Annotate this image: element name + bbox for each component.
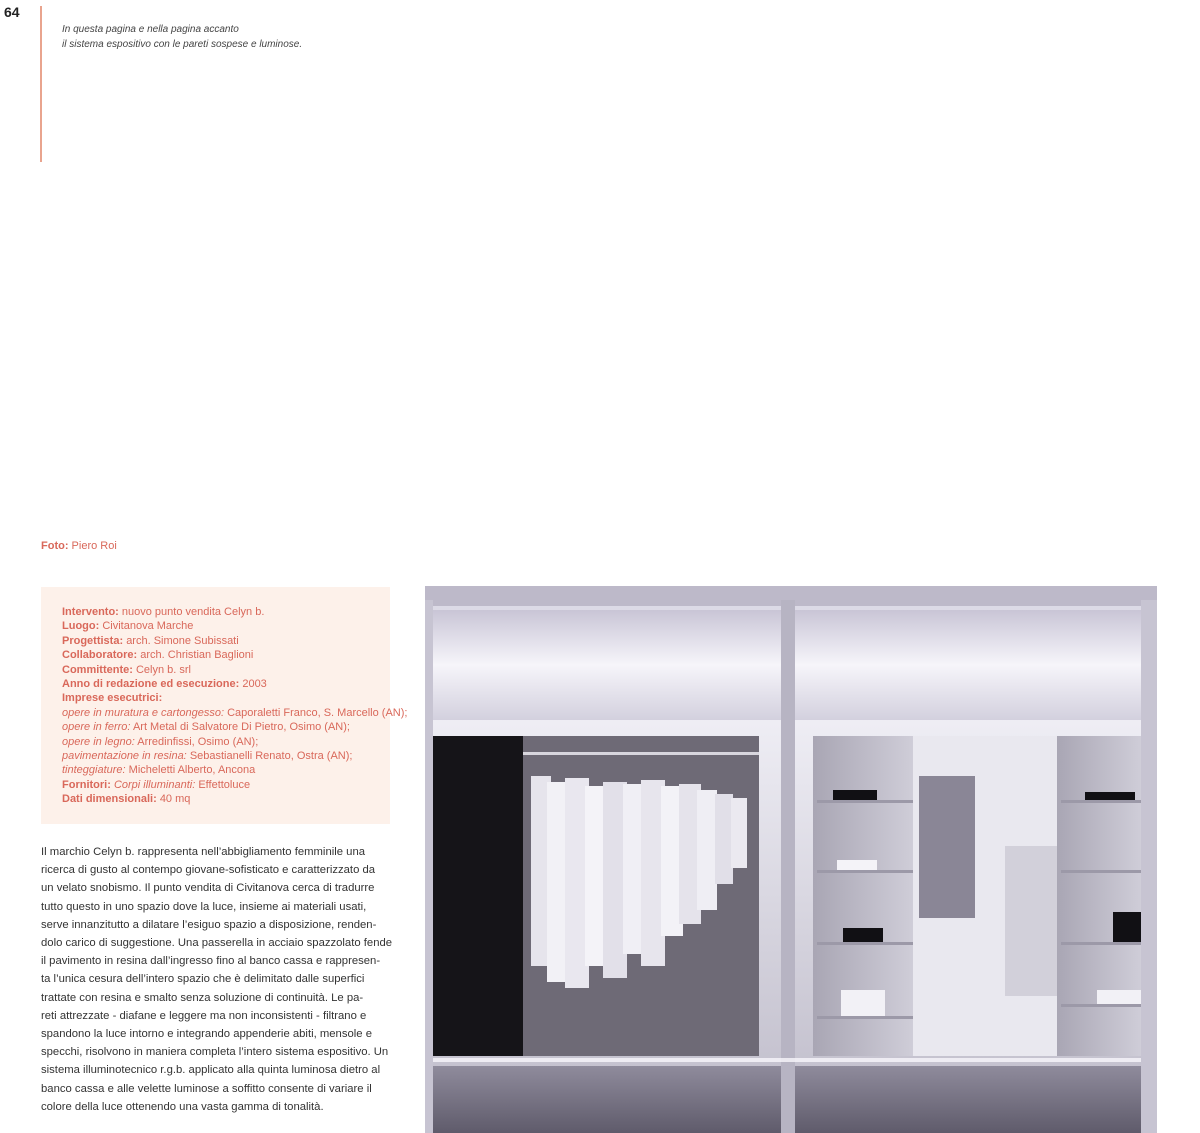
body-line: specchi, risolvono in maniera completa l’intero sistema espositivo. Un — [41, 1046, 389, 1059]
body-line: il pavimento in resina dall’ingresso fino al banco cassa e rappresen- — [41, 955, 381, 968]
info-label: Dati dimensionali: — [62, 793, 157, 806]
glass-shelf — [817, 800, 913, 803]
info-label: Luogo: — [62, 620, 100, 633]
info-luogo — [62, 619, 380, 633]
info-value: Civitanova Marche — [102, 620, 194, 633]
body-line: trattate con resina e smalto senza soluzione di continuità. Le pa- — [41, 991, 364, 1004]
info-value: Celyn b. srl — [135, 663, 191, 676]
caption-line: In questa pagina e nella pagina accanto — [62, 24, 239, 35]
info-committente — [62, 663, 380, 677]
glass-shelf — [817, 942, 913, 945]
frame-right — [1141, 600, 1157, 1133]
info-label: tinteggiature: — [62, 764, 126, 777]
info-dati — [62, 792, 380, 806]
glass-shelf — [1061, 942, 1141, 945]
info-collaboratore — [62, 648, 380, 662]
info-label: Progettista: — [62, 634, 124, 647]
frame-middle — [781, 600, 795, 1133]
folded-item — [841, 990, 885, 1016]
folded-item — [833, 790, 877, 800]
info-value: Arredinfissi, Osimo (AN); — [137, 735, 259, 748]
photo-caption — [62, 22, 302, 52]
info-value: Sebastianelli Renato, Ostra (AN); — [189, 750, 353, 763]
body-line: colore della luce ottenendo una vasta gamma di tonalità. — [41, 1100, 324, 1113]
store-interior-photo — [425, 586, 1157, 1133]
info-legno — [62, 735, 380, 749]
body-line: serve innanzitutto a dilatare l’esiguo spazio a disposizione, renden- — [41, 918, 377, 931]
body-line: ricerca di gusto al contempo giovane-sofisticato e caratterizzato da — [41, 864, 376, 877]
info-fornitori — [62, 778, 380, 792]
info-label: Fornitori: — [62, 778, 111, 791]
info-ferro — [62, 720, 380, 734]
body-line: un velato snobismo. Il punto vendita di Civitanova cerca di tradurre — [41, 882, 375, 895]
info-resina — [62, 749, 380, 763]
folded-item — [1097, 990, 1141, 1004]
mirror — [919, 776, 975, 918]
article-body — [41, 843, 393, 1116]
body-line: banco cassa e alle velette luminose a soffitto consente di variare il — [41, 1082, 372, 1095]
info-anno — [62, 677, 380, 691]
page-number: 64 — [4, 4, 20, 20]
folded-item — [843, 928, 883, 942]
body-line: sistema illuminotecnico r.g.b. applicato alla quinta luminosa dietro al — [41, 1064, 381, 1077]
dark-garments — [433, 736, 523, 1056]
info-label: opere in muratura e cartongesso: — [62, 706, 225, 719]
glass-shelf — [817, 870, 913, 873]
frame-left — [425, 600, 433, 1133]
info-value: nuovo punto vendita Celyn b. — [121, 606, 265, 618]
info-label: Anno di redazione ed esecuzione: — [62, 678, 240, 691]
info-label: opere in ferro: — [62, 721, 131, 734]
garment — [697, 790, 717, 910]
info-value: 2003 — [242, 678, 267, 691]
project-info-box — [41, 587, 408, 824]
info-tinteggiature — [62, 763, 380, 777]
folded-item — [1113, 912, 1141, 942]
photo-credit-label: Foto: — [41, 540, 69, 552]
info-value: Effettoluce — [198, 778, 251, 791]
body-line: spandono la luce intorno e integrando appenderie abiti, mensole e — [41, 1028, 372, 1041]
info-value: Art Metal di Salvatore Di Pietro, Osimo (AN); — [132, 721, 350, 734]
body-line: Il marchio Celyn b. rappresenta nell’abbigliamento femminile una — [41, 846, 366, 858]
info-label: Collaboratore: — [62, 649, 138, 662]
photo-credit-value: Piero Roi — [71, 540, 117, 552]
garment — [731, 798, 747, 868]
body-line: tutto questo in uno spazio dove la luce, insieme ai materiali usati, — [41, 900, 367, 913]
folded-item — [1085, 792, 1135, 800]
info-label: Imprese esecutrici: — [62, 692, 163, 705]
glass-shelf — [817, 1016, 913, 1019]
counter — [1005, 846, 1057, 996]
base-light — [433, 1058, 1141, 1062]
garment — [715, 794, 733, 884]
info-label: Committente: — [62, 663, 133, 676]
info-label: pavimentazione in resina: — [62, 750, 187, 763]
body-line: reti attrezzate - diafane e leggere ma non inconsistenti - filtrano e — [41, 1009, 367, 1022]
glass-shelf — [1061, 800, 1141, 803]
info-value: Caporaletti Franco, S. Marcello (AN); — [227, 706, 408, 719]
photo-credit — [41, 540, 117, 552]
info-label: Intervento: — [62, 606, 119, 618]
hanging-rail — [523, 752, 759, 755]
info-value: arch. Simone Subissati — [126, 634, 239, 647]
info-value: Micheletti Alberto, Ancona — [128, 764, 256, 777]
shelf-panel-right — [1057, 736, 1141, 1056]
caption-line: il sistema espositivo con le pareti sospese e luminose. — [62, 39, 303, 50]
folded-item — [837, 860, 877, 870]
info-value: arch. Christian Baglioni — [140, 649, 254, 662]
body-line: ta l’unica cesura dell’intero spazio che è delimitato dalle superfici — [41, 973, 365, 986]
store-interior-illustration — [425, 586, 1157, 1133]
info-imprese — [62, 691, 380, 705]
margin-rule — [40, 6, 42, 162]
info-muratura — [62, 706, 408, 720]
info-sublabel: Corpi illuminanti: — [113, 778, 196, 791]
info-intervento — [62, 605, 380, 619]
info-value: 40 mq — [159, 793, 191, 806]
glass-shelf — [1061, 1004, 1141, 1007]
info-label: opere in legno: — [62, 735, 135, 748]
glass-shelf — [1061, 870, 1141, 873]
body-line: dolo carico di suggestione. Una passerella in acciaio spazzolato fende — [41, 937, 393, 950]
info-progettista — [62, 634, 380, 648]
